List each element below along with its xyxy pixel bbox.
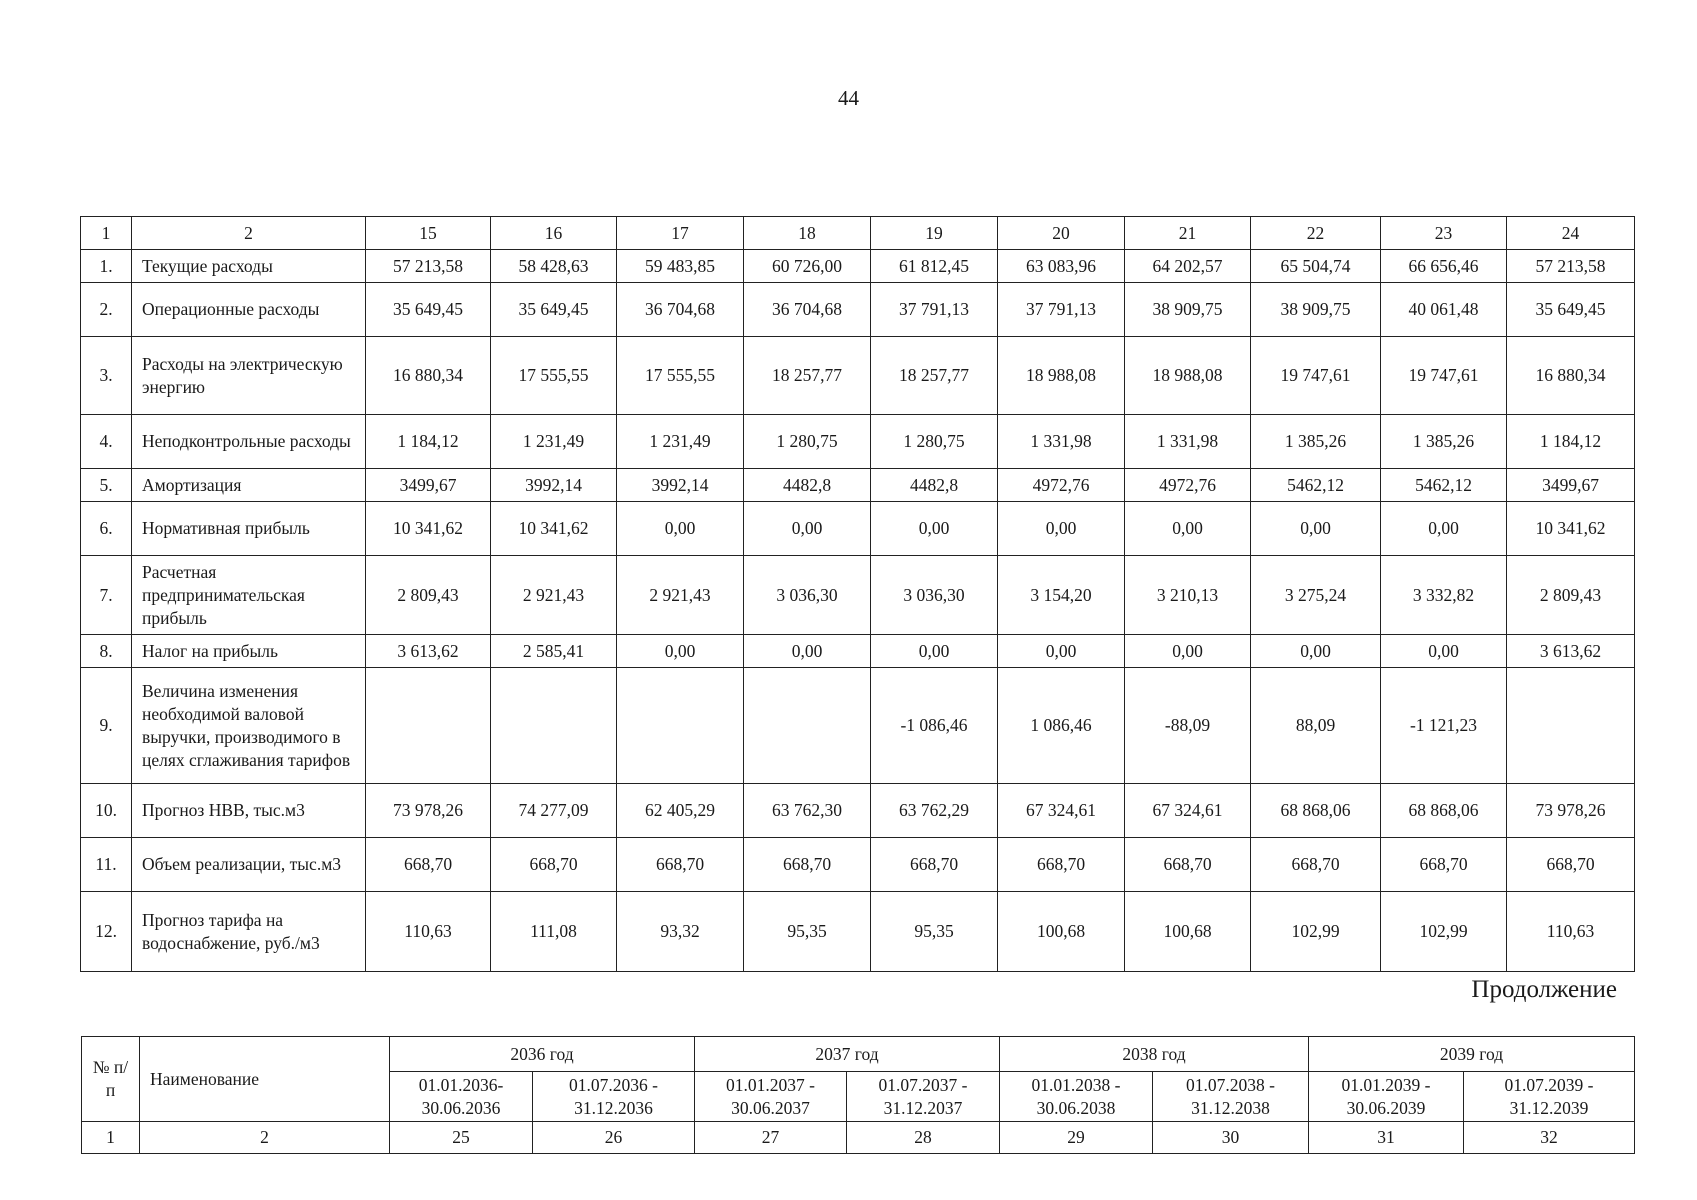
column-index: 1 [81, 217, 132, 250]
value-cell: 668,70 [1125, 838, 1251, 892]
value-cell: 88,09 [1251, 668, 1381, 784]
value-cell: 0,00 [744, 502, 871, 556]
column-index: 32 [1464, 1122, 1635, 1154]
value-cell: 5462,12 [1251, 469, 1381, 502]
value-cell: -88,09 [1125, 668, 1251, 784]
value-cell: 3499,67 [366, 469, 491, 502]
page-number: 44 [838, 86, 859, 110]
value-cell: 63 762,30 [744, 784, 871, 838]
value-cell: 59 483,85 [617, 250, 744, 283]
value-cell: 57 213,58 [1507, 250, 1635, 283]
value-cell: 0,00 [1125, 635, 1251, 668]
row-number: 7. [81, 556, 132, 635]
value-cell: 74 277,09 [491, 784, 617, 838]
value-cell: 18 988,08 [1125, 337, 1251, 415]
value-cell: 10 341,62 [1507, 502, 1635, 556]
value-cell: 1 331,98 [1125, 415, 1251, 469]
row-name: Неподконтрольные расходы [132, 415, 366, 469]
period-header: 01.07.2037 - 31.12.2037 [847, 1072, 1000, 1122]
row-name: Прогноз тарифа на водоснабжение, руб./м3 [132, 892, 366, 972]
table-row [81, 838, 1635, 892]
value-cell: 0,00 [998, 502, 1125, 556]
value-cell: 37 791,13 [871, 283, 998, 337]
value-cell: 3 613,62 [366, 635, 491, 668]
period-header: 01.01.2036-30.06.2036 [390, 1072, 533, 1122]
row-name: Амортизация [132, 469, 366, 502]
value-cell: 668,70 [617, 838, 744, 892]
value-cell: 668,70 [871, 838, 998, 892]
value-cell: 668,70 [998, 838, 1125, 892]
value-cell [1507, 668, 1635, 784]
value-cell: 3 154,20 [998, 556, 1125, 635]
column-index: 2 [132, 217, 366, 250]
value-cell: 0,00 [617, 502, 744, 556]
value-cell: 3 613,62 [1507, 635, 1635, 668]
row-number: 3. [81, 337, 132, 415]
value-cell: 93,32 [617, 892, 744, 972]
value-cell: 10 341,62 [491, 502, 617, 556]
column-index: 23 [1381, 217, 1507, 250]
period-header: 01.07.2036 - 31.12.2036 [533, 1072, 695, 1122]
value-cell: 73 978,26 [366, 784, 491, 838]
value-cell [617, 668, 744, 784]
value-cell: 668,70 [491, 838, 617, 892]
value-cell: 68 868,06 [1251, 784, 1381, 838]
column-index: 26 [533, 1122, 695, 1154]
value-cell: 1 184,12 [366, 415, 491, 469]
value-cell: 40 061,48 [1381, 283, 1507, 337]
table-row [81, 668, 1635, 784]
column-index: 21 [1125, 217, 1251, 250]
value-cell: 35 649,45 [366, 283, 491, 337]
row-name: Нормативная прибыль [132, 502, 366, 556]
value-cell: 18 257,77 [871, 337, 998, 415]
value-cell: 68 868,06 [1381, 784, 1507, 838]
row-number: 8. [81, 635, 132, 668]
value-cell: 73 978,26 [1507, 784, 1635, 838]
period-header: 01.01.2039 - 30.06.2039 [1309, 1072, 1464, 1122]
value-cell: -1 086,46 [871, 668, 998, 784]
value-cell: 17 555,55 [491, 337, 617, 415]
column-index: 15 [366, 217, 491, 250]
value-cell: 3992,14 [617, 469, 744, 502]
column-index: 29 [1000, 1122, 1153, 1154]
value-cell [744, 668, 871, 784]
table-row [81, 283, 1635, 337]
value-cell: 1 280,75 [744, 415, 871, 469]
value-cell: 100,68 [998, 892, 1125, 972]
value-cell: 95,35 [744, 892, 871, 972]
value-cell: 57 213,58 [366, 250, 491, 283]
value-cell: 65 504,74 [1251, 250, 1381, 283]
value-cell: 2 921,43 [491, 556, 617, 635]
row-name: Операционные расходы [132, 283, 366, 337]
value-cell: 0,00 [1381, 635, 1507, 668]
value-cell: 1 385,26 [1381, 415, 1507, 469]
value-cell: 38 909,75 [1251, 283, 1381, 337]
value-cell: 2 921,43 [617, 556, 744, 635]
value-cell: 0,00 [1125, 502, 1251, 556]
value-cell: 19 747,61 [1381, 337, 1507, 415]
value-cell: 5462,12 [1381, 469, 1507, 502]
row-name: Расходы на электрическую энергию [132, 337, 366, 415]
value-cell: 4482,8 [871, 469, 998, 502]
column-index: 20 [998, 217, 1125, 250]
value-cell: 17 555,55 [617, 337, 744, 415]
value-cell: 2 809,43 [366, 556, 491, 635]
row-number: 12. [81, 892, 132, 972]
value-cell: 0,00 [1251, 635, 1381, 668]
column-index: 30 [1153, 1122, 1309, 1154]
tariff-forecast-table [80, 216, 1635, 972]
value-cell: 3992,14 [491, 469, 617, 502]
value-cell: 4972,76 [998, 469, 1125, 502]
value-cell [491, 668, 617, 784]
table-row [81, 556, 1635, 635]
row-name: Прогноз НВВ, тыс.м3 [132, 784, 366, 838]
row-name: Текущие расходы [132, 250, 366, 283]
value-cell: 668,70 [1251, 838, 1381, 892]
value-cell: 0,00 [871, 635, 998, 668]
value-cell: 35 649,45 [1507, 283, 1635, 337]
value-cell: 38 909,75 [1125, 283, 1251, 337]
table-row [81, 502, 1635, 556]
value-cell: 0,00 [744, 635, 871, 668]
table-row [81, 337, 1635, 415]
value-cell: 111,08 [491, 892, 617, 972]
value-cell: 1 331,98 [998, 415, 1125, 469]
value-cell: 18 257,77 [744, 337, 871, 415]
value-cell: 102,99 [1251, 892, 1381, 972]
column-index: 22 [1251, 217, 1381, 250]
row-name: Налог на прибыль [132, 635, 366, 668]
value-cell: 0,00 [998, 635, 1125, 668]
table-row [81, 469, 1635, 502]
value-cell: 37 791,13 [998, 283, 1125, 337]
continuation-label: Продолжение [1471, 976, 1617, 1003]
value-cell: 3 332,82 [1381, 556, 1507, 635]
year-header: 2037 год [695, 1037, 1000, 1072]
value-cell: 0,00 [617, 635, 744, 668]
period-header: 01.01.2038 - 30.06.2038 [1000, 1072, 1153, 1122]
value-cell: 18 988,08 [998, 337, 1125, 415]
year-header: 2039 год [1309, 1037, 1635, 1072]
value-cell: 4482,8 [744, 469, 871, 502]
value-cell: 3 036,30 [871, 556, 998, 635]
value-cell: -1 121,23 [1381, 668, 1507, 784]
row-number: 2. [81, 283, 132, 337]
column-index: 27 [695, 1122, 847, 1154]
column-index: 19 [871, 217, 998, 250]
value-cell: 1 231,49 [617, 415, 744, 469]
value-cell: 35 649,45 [491, 283, 617, 337]
column-index: 24 [1507, 217, 1635, 250]
value-cell: 1 385,26 [1251, 415, 1381, 469]
value-cell: 110,63 [1507, 892, 1635, 972]
value-cell: 102,99 [1381, 892, 1507, 972]
value-cell: 36 704,68 [617, 283, 744, 337]
table-row [81, 784, 1635, 838]
table-row [81, 415, 1635, 469]
value-cell: 66 656,46 [1381, 250, 1507, 283]
value-cell: 64 202,57 [1125, 250, 1251, 283]
value-cell: 1 086,46 [998, 668, 1125, 784]
column-index: 2 [140, 1122, 390, 1154]
table-row [81, 635, 1635, 668]
value-cell: 668,70 [1507, 838, 1635, 892]
row-name: Расчетная предпринимательская прибыль [132, 556, 366, 635]
column-index: 16 [491, 217, 617, 250]
value-cell: 1 231,49 [491, 415, 617, 469]
value-cell: 1 184,12 [1507, 415, 1635, 469]
value-cell: 110,63 [366, 892, 491, 972]
row-number: 4. [81, 415, 132, 469]
value-cell: 0,00 [1381, 502, 1507, 556]
value-cell: 60 726,00 [744, 250, 871, 283]
column-index: 1 [82, 1122, 140, 1154]
row-number: 10. [81, 784, 132, 838]
name-header: Наименование [140, 1037, 390, 1122]
row-name: Объем реализации, тыс.м3 [132, 838, 366, 892]
row-number: 11. [81, 838, 132, 892]
value-cell: 668,70 [744, 838, 871, 892]
period-header: 01.07.2038 - 31.12.2038 [1153, 1072, 1309, 1122]
period-header: 01.01.2037 - 30.06.2037 [695, 1072, 847, 1122]
value-cell: 16 880,34 [366, 337, 491, 415]
column-index: 28 [847, 1122, 1000, 1154]
value-cell: 63 762,29 [871, 784, 998, 838]
year-header: 2038 год [1000, 1037, 1309, 1072]
value-cell: 62 405,29 [617, 784, 744, 838]
value-cell: 3 210,13 [1125, 556, 1251, 635]
column-index: 31 [1309, 1122, 1464, 1154]
value-cell: 668,70 [366, 838, 491, 892]
value-cell: 3 275,24 [1251, 556, 1381, 635]
value-cell: 0,00 [1251, 502, 1381, 556]
continuation-table-header [81, 1036, 1635, 1154]
value-cell: 67 324,61 [1125, 784, 1251, 838]
value-cell: 2 585,41 [491, 635, 617, 668]
num-header: № п/п [82, 1037, 140, 1122]
row-number: 9. [81, 668, 132, 784]
value-cell: 67 324,61 [998, 784, 1125, 838]
table-row [81, 892, 1635, 972]
table-row [81, 250, 1635, 283]
value-cell: 16 880,34 [1507, 337, 1635, 415]
value-cell: 36 704,68 [744, 283, 871, 337]
value-cell: 4972,76 [1125, 469, 1251, 502]
row-number: 1. [81, 250, 132, 283]
value-cell: 3 036,30 [744, 556, 871, 635]
row-number: 5. [81, 469, 132, 502]
value-cell: 95,35 [871, 892, 998, 972]
value-cell: 100,68 [1125, 892, 1251, 972]
column-index: 25 [390, 1122, 533, 1154]
value-cell: 1 280,75 [871, 415, 998, 469]
value-cell: 63 083,96 [998, 250, 1125, 283]
period-header: 01.07.2039 - 31.12.2039 [1464, 1072, 1635, 1122]
row-number: 6. [81, 502, 132, 556]
value-cell: 0,00 [871, 502, 998, 556]
value-cell: 668,70 [1381, 838, 1507, 892]
year-header: 2036 год [390, 1037, 695, 1072]
value-cell: 2 809,43 [1507, 556, 1635, 635]
value-cell: 58 428,63 [491, 250, 617, 283]
column-index: 18 [744, 217, 871, 250]
value-cell: 61 812,45 [871, 250, 998, 283]
value-cell: 10 341,62 [366, 502, 491, 556]
value-cell: 19 747,61 [1251, 337, 1381, 415]
value-cell: 3499,67 [1507, 469, 1635, 502]
column-index: 17 [617, 217, 744, 250]
row-name: Величина изменения необходимой валовой выручки, производимого в целях сглаживания тарифов [132, 668, 366, 784]
value-cell [366, 668, 491, 784]
